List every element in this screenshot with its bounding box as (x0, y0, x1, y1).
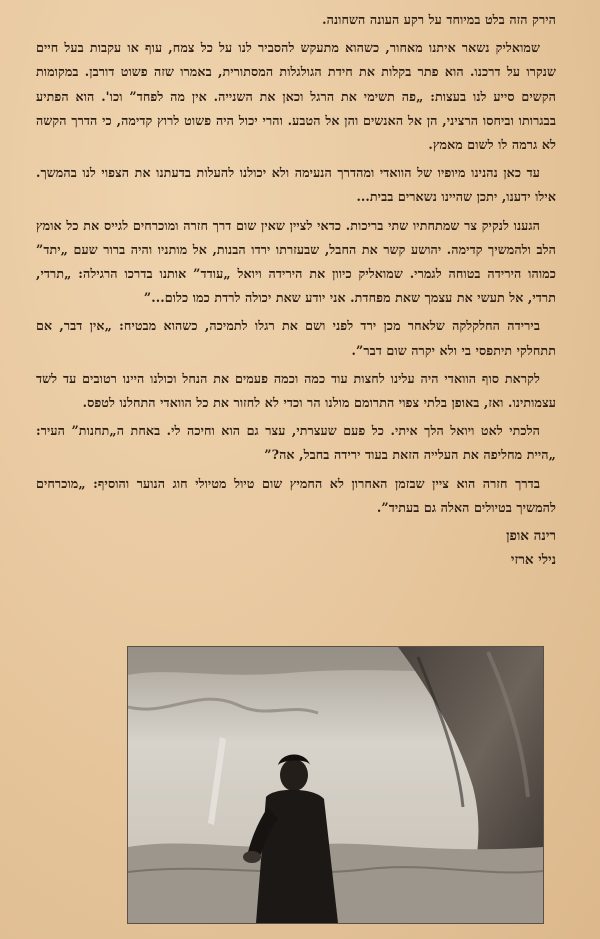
photo-illustration (128, 647, 543, 923)
author-signatures (36, 524, 556, 572)
author-name: רינה אופן (506, 528, 556, 545)
article-page (36, 8, 556, 572)
article-paragraph: בדרך חזרה הוא ציין שבזמן האחרון לא החמיץ שום טיול מטיולי חוג הנוער והוסיף: „מוכרחים להמשיך בטיולים האלה גם בעתיד”. (36, 475, 556, 515)
article-paragraph: לקראת סוף הוואדי היה עלינו לחצות עוד כמה וכמה פעמים את הנחל וכולנו היינו רטובים עד לשד עצמותינו. ואז, באופן בלתי צפוי התרומם מולנו הר וכדי לא לחזור את כל הוואדי התחלנו לטפס. (36, 370, 556, 411)
article-paragraph: עד כאן נהנינו מיופיו של הוואדי ומהדרך הנעימה ולא יכולנו להעלות בדעתנו את הצפוי לנו בהמשך. אילו ידענו, יתכן שהיינו נשארים בבית... (36, 165, 556, 205)
article-paragraph: הירק הזה בלט במיוחד על רקע העונה השחונה. (322, 12, 556, 27)
article-paragraph: שמואליק נשאר איתנו מאחור, כשהוא מתעקש להסביר לנו על כל צמח, עוף או עקבות בעל חיים שנקרו על דרכנו. הוא פתר בקלות את חידת הגולגלות המסתורית, באמרו שזה פשוט דורבן. במקומות הקשים סייע לנו בעצות: „פה תשימי את הרגל וכאן את השנייה. אין מה לפחד” וכו'. הוא הפתיע בבגרותו וביחסו הרציני, הן אל האנשים והן אל הטבע. והרי יכול היה פשוט לרוץ קדימה, כי הדרך הקשה לא גרמה לו לשום מאמץ. (36, 40, 556, 153)
article-paragraph: הלכתי לאט ויואל הלך איתי. כל פעם שעצרתי, עצר גם הוא וחיכה לי. באחת ה„תחנות” העיר: „היית מחליפה את העלייה הזאת בעוד ירידה בחבל, אה?” (36, 423, 556, 463)
article-paragraph: בירידה החלקלקה שלאחר מכן ירד לפני ושם את רגלו לתמיכה, כשהוא מבטיח: „אין דבר, אם תתחלקי תיתפסי בי ולא יקרה שום דבר”. (36, 318, 556, 358)
hiker-photo (127, 646, 544, 924)
article-paragraph: הגענו לנקיק צר שמתחתיו שתי בריכות. כדאי לציין שאין שום דרך חזרה ומוכרחים לגייס את כל אומץ הלב ולהמשיך קדימה. יהושע קשר את החבל, שבעזרתו ירדו הבנות, אל מותניו והיה ברור שעם „יתד” כמוהו הירידה בטוחה לגמרי. שמואליק כיוון את הירידה ויואל „עודד” אותנו בדרכו הרגילה: „תרדי, תרדי, אל תעשי את עצמך שאת מפחדת. אני יודע שאת יכולה לרדת כמו כלום...” (36, 217, 556, 306)
author-name: נילי ארזי (510, 552, 556, 569)
